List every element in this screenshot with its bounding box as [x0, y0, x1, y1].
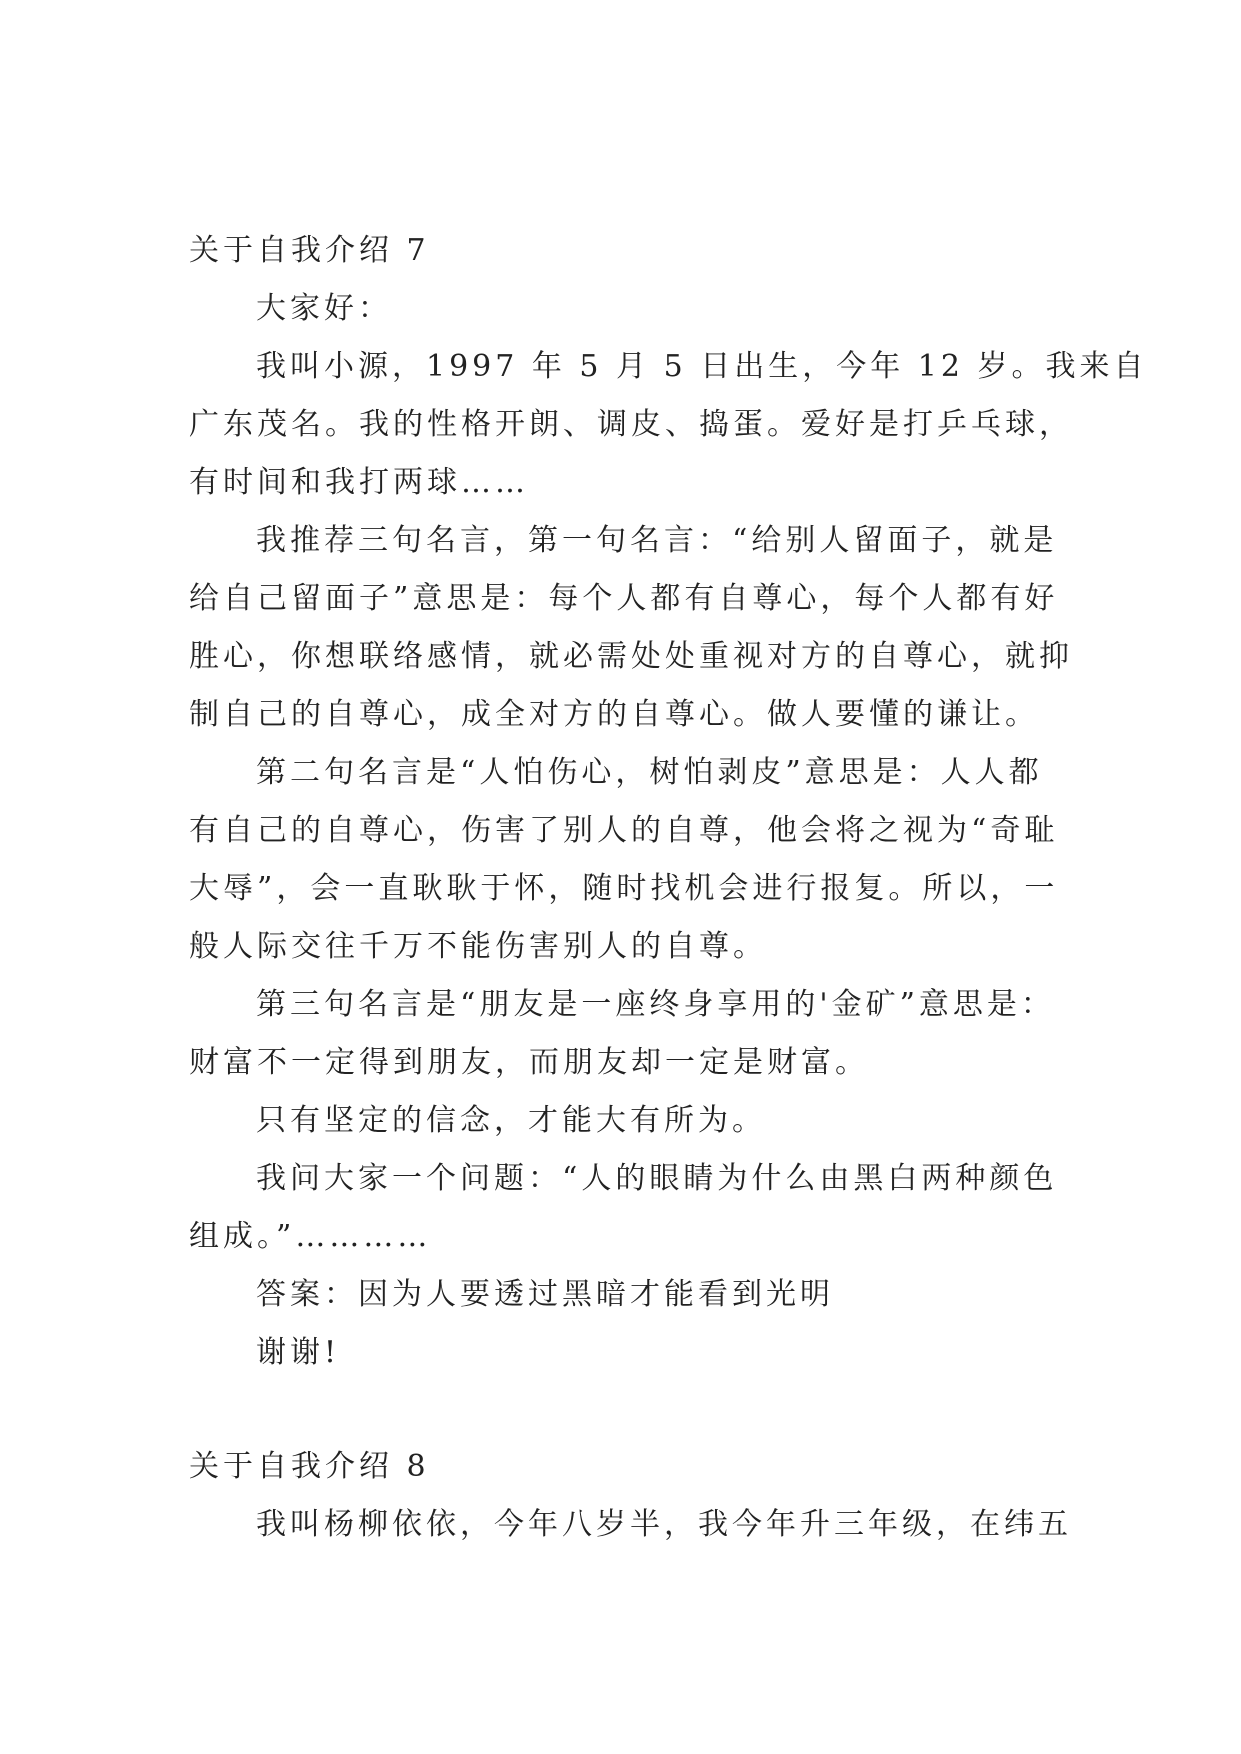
paragraph-line: 我推荐三句名言，第一句名言：“给别人留面子，就是	[256, 523, 1058, 558]
document-page	[189, 222, 1148, 1554]
paragraph-line: 财富不一定得到朋友，而朋友却一定是财富。	[189, 1045, 869, 1080]
paragraph-line: 只有坚定的信念，才能大有所为。	[256, 1103, 766, 1138]
greeting: 大家好：	[256, 291, 392, 326]
paragraph-line: 给自己留面子”意思是：每个人都有自尊心，每个人都有好	[189, 581, 1059, 616]
section-spacer	[189, 1382, 1053, 1438]
section-8-title: 关于自我介绍 8	[189, 1449, 430, 1484]
paragraph-line: 有自己的自尊心，伤害了别人的自尊，他会将之视为“奇耻	[189, 813, 1059, 848]
paragraph-line: 制自己的自尊心，成全对方的自尊心。做人要懂的谦让。	[189, 697, 1039, 732]
paragraph-line: 有时间和我打两球……	[189, 465, 529, 500]
paragraph-line: 组成。”…………	[189, 1219, 432, 1254]
paragraph-line: 我问大家一个问题：“人的眼睛为什么由黑白两种颜色	[256, 1161, 1058, 1196]
paragraph-line: 胜心，你想联络感情，就必需处处重视对方的自尊心，就抑	[189, 639, 1073, 674]
answer-line: 答案：因为人要透过黑暗才能看到光明	[256, 1277, 834, 1312]
paragraph-line: 般人际交往千万不能伤害别人的自尊。	[189, 929, 767, 964]
paragraph-line: 我叫小源，1997 年 5 月 5 日出生，今年 12 岁。我来自	[256, 349, 1148, 384]
paragraph-line: 第二句名言是“人怕伤心，树怕剥皮”意思是：人人都	[256, 755, 1043, 790]
paragraph-line: 广东茂名。我的性格开朗、调皮、捣蛋。爱好是打乒乓球，	[189, 407, 1073, 442]
paragraph-line: 第三句名言是“朋友是一座终身享用的'金矿”意思是：	[256, 987, 1055, 1022]
section-7-title: 关于自我介绍 7	[189, 233, 430, 268]
thanks-line: 谢谢!	[256, 1335, 341, 1370]
paragraph-line: 大辱”，会一直耿耿于怀，随时找机会进行报复。所以，一	[189, 871, 1059, 906]
paragraph-line: 我叫杨柳依依，今年八岁半，我今年升三年级，在纬五	[256, 1507, 1072, 1542]
